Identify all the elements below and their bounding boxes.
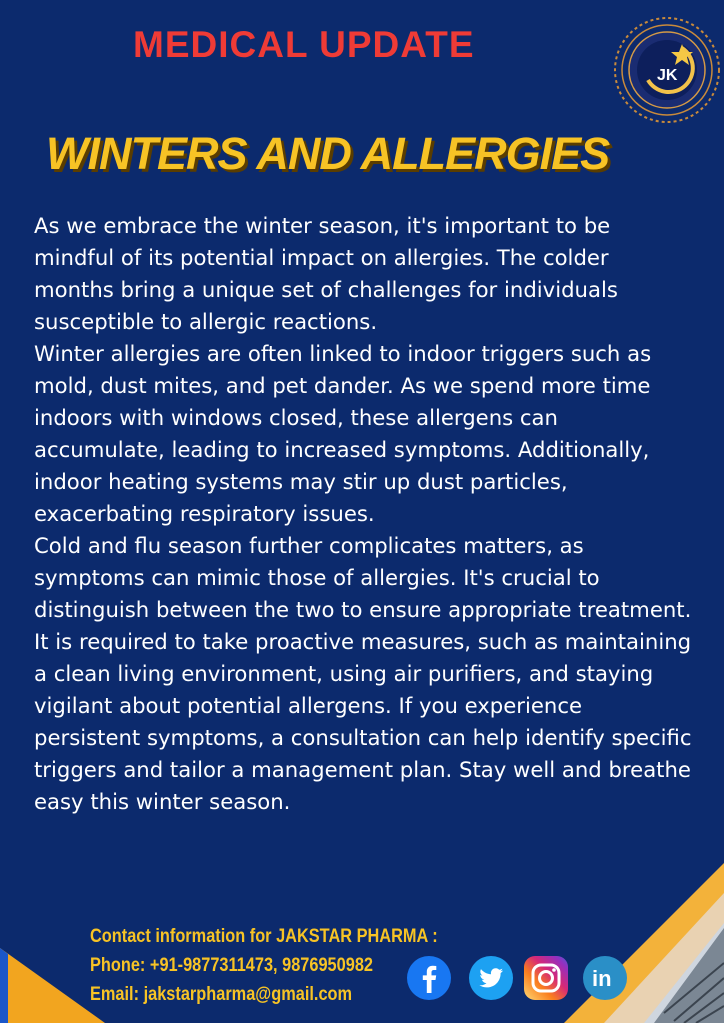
contact-email: Email: jakstarpharma@gmail.com [90,984,353,1005]
page-title: MEDICAL UPDATE [133,24,475,65]
contact-info [90,922,438,1009]
paragraph-3: Cold and flu season further complicates matters, as symptoms can mimic those of allergies. It's crucial to distinguish between the two to ensure appropriate treatment. [34,533,692,622]
svg-text:JK: JK [657,67,678,84]
facebook-icon[interactable] [406,955,452,1001]
contact-phone: Phone: +91-9877311473, 9876950982 [90,955,374,976]
svg-text:in: in [592,966,612,991]
laptop-corner-image [544,863,724,1023]
paragraph-4: It is required to take proactive measures, such as maintaining a clean living environment, using air purifiers, and staying vigilant about potential allergens. If you experience persistent symptoms, a consultation can help identify specific triggers and tailor a management plan. Stay well and breathe easy this winter season. [34,629,692,814]
twitter-icon[interactable] [468,955,514,1001]
paragraph-2: Winter allergies are often linked to indoor triggers such as mold, dust mites, and pet dander. As we spend more time indoors with windows closed, these allergens can accumulate, leading to increased symptoms. Additionally, indoor heating systems may stir up dust particles, exacerbating respiratory issues. [34,341,652,526]
main-heading: WINTERS AND ALLERGIES [46,128,610,179]
instagram-icon[interactable] [523,955,569,1001]
linkedin-icon[interactable] [582,955,628,1001]
jk-star-logo [612,14,722,126]
article-body [34,210,694,818]
contact-heading: Contact information for JAKSTAR PHARMA : [90,926,438,947]
paragraph-1: As we embrace the winter season, it's important to be mindful of its potential impact on allergies. The colder months bring a unique set of challenges for individuals susceptible to allergic reactions. [34,213,618,334]
